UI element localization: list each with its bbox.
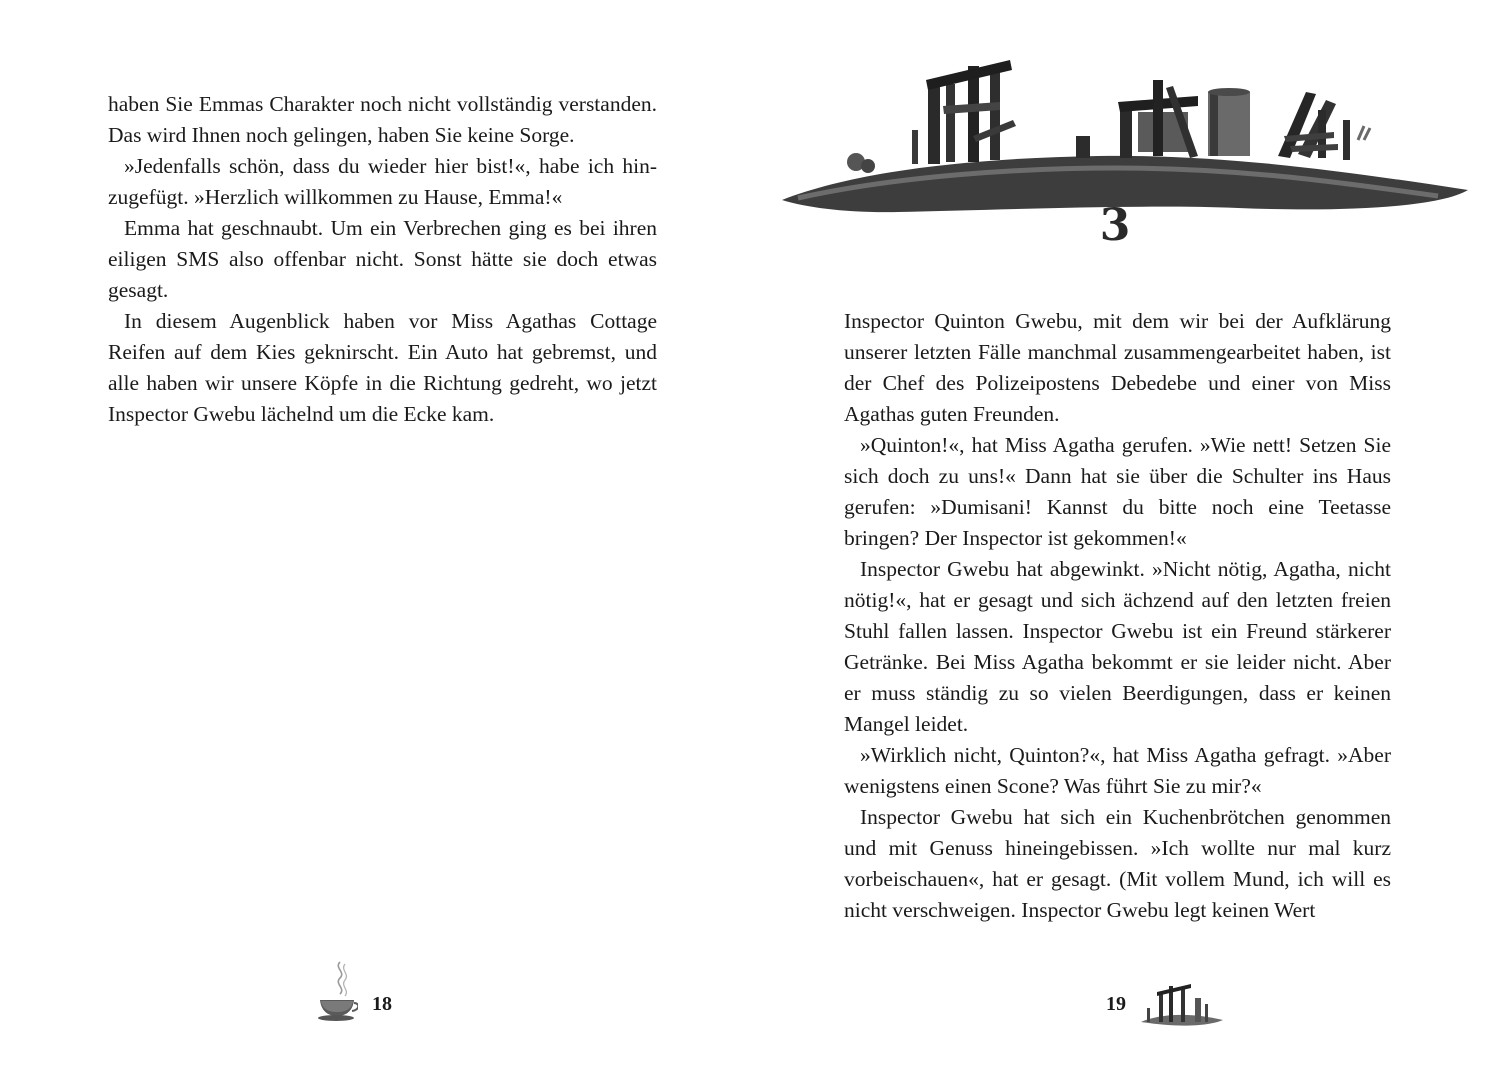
page-number: 18: [372, 993, 392, 1015]
chapter-number: 3: [1099, 200, 1131, 251]
paragraph: »Jedenfalls schön, dass du wieder hier bist!«, habe ich hinzugefügt. »Herzlich willkommen zu Hause, Emma!«: [108, 154, 657, 209]
left-page-text: [108, 89, 657, 430]
ruins-icon: [1139, 978, 1225, 1030]
right-page-text: [844, 306, 1391, 926]
paragraph: Inspector Quinton Gwebu, mit dem wir bei der Aufklärung unserer letzten Fälle manchmal zusammengearbeitet haben, ist der Chef des Polizeipostens Debedebe und einer von Miss Agathas guten Freunden.: [844, 309, 1391, 426]
paragraph: Inspector Gwebu hat sich ein Kuchenbrötchen genommen und mit Genuss hineingebissen. »Ich wollte nur mal kurz vorbeischauen«, hat er gesagt. (Mit vollem Mund, ich will es nicht verschweigen. Inspector Gwebu legt keinen Wert: [844, 805, 1391, 922]
right-page: [750, 0, 1500, 1086]
paragraph: Emma hat geschnaubt. Um ein Verbrechen ging es bei ihren eiligen SMS also offenbar nicht. Sonst hätte sie doch etwas gesagt.: [108, 216, 657, 302]
paragraph: Inspector Gwebu hat abgewinkt. »Nicht nötig, Agatha, nicht nötig!«, hat er gesagt und sich ächzend auf den letzten freien Stuhl fallen lassen. Inspector Gwebu ist ein Freund stärkerer Getränke. Bei Miss Agatha bekommt er sie leider nicht. Aber er muss ständig zu so vielen Beerdigungen, dass er keinen Mangel leidet.: [844, 557, 1391, 736]
paragraph: »Quinton!«, hat Miss Agatha gerufen. »Wie nett! Setzen Sie sich doch zu uns!« Dann hat sie über die Schulter ins Haus gerufen: »Dumisani! Kannst du bitte noch eine Teetasse bringen? Der Inspector ist gekommen!«: [844, 433, 1391, 550]
paragraph: haben Sie Emmas Charakter noch nicht vollständig verstanden. Das wird Ihnen noch gelingen, haben Sie keine Sorge.: [108, 92, 657, 147]
page-number: 19: [1106, 993, 1126, 1015]
paragraph: In diesem Augenblick haben vor Miss Agathas Cottage Reifen auf dem Kies geknirscht. Ein Auto hat gebremst, und alle haben wir unsere Köpfe in die Richtung gedreht, wo jetzt Inspector Gwebu lächelnd um die Ecke kam.: [108, 309, 657, 426]
teacup-icon: [312, 960, 358, 1022]
paragraph: »Wirklich nicht, Quinton?«, hat Miss Agatha gefragt. »Aber wenigstens einen Scone? Was führt Sie zu mir?«: [844, 743, 1391, 798]
